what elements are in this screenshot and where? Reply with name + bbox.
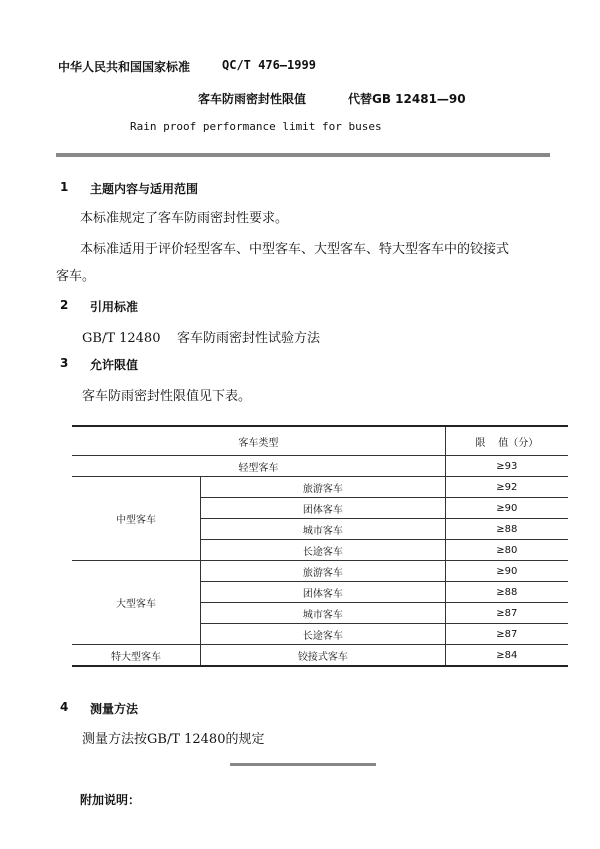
bus-group-cell: 特大型客车: [72, 645, 201, 667]
bus-subtype-cell: 团体客车: [201, 582, 446, 603]
limit-cell: ≥88: [445, 582, 568, 603]
section-1-para-3: 客车。: [56, 269, 96, 284]
limit-cell: ≥80: [445, 540, 568, 561]
table-row: [72, 645, 568, 667]
table-header-row: [72, 426, 568, 456]
bus-subtype-cell: 铰接式客车: [201, 645, 446, 667]
limit-cell: ≥92: [445, 477, 568, 498]
section-4-title: 测量方法: [90, 702, 139, 716]
limit-cell: ≥88: [445, 519, 568, 540]
section-1-title: 主题内容与适用范围: [90, 182, 199, 196]
bus-group-cell: 中型客车: [72, 477, 201, 561]
additional-notes-label: 附加说明：: [80, 793, 141, 807]
bus-subtype-cell: 城市客车: [201, 603, 446, 624]
bus-subtype-cell: 长途客车: [201, 540, 446, 561]
limits-table: [72, 425, 568, 667]
section-3-title: 允许限值: [90, 358, 139, 372]
limit-cell: ≥93: [445, 456, 568, 477]
col-header-bus-type: 客车类型: [72, 426, 445, 456]
limit-cell: ≥87: [445, 603, 568, 624]
bus-subtype-cell: 团体客车: [201, 498, 446, 519]
section-2-number: 2: [60, 298, 69, 312]
standard-org: 中华人民共和国国家标准: [58, 60, 191, 74]
document-title: 客车防雨密封性限值: [198, 92, 307, 106]
bus-subtype-cell: 城市客车: [201, 519, 446, 540]
section-1-para-2: 本标准适用于评价轻型客车、中型客车、大型客车、特大型客车中的铰接式: [80, 242, 510, 257]
table-row: [72, 561, 568, 582]
bus-group-cell: 大型客车: [72, 561, 201, 645]
replaces-standard: 代替GB 12481—90: [348, 92, 466, 106]
section-2-title: 引用标准: [90, 300, 139, 314]
bus-type-cell: 轻型客车: [72, 456, 445, 477]
section-1-number: 1: [60, 180, 69, 194]
english-title: Rain proof performance limit for buses: [130, 120, 382, 133]
section-4-para: 测量方法按GB/T 12480的规定: [82, 732, 265, 747]
section-3-number: 3: [60, 356, 69, 370]
section-3-para: 客车防雨密封性限值见下表。: [82, 389, 252, 404]
footer-rule: [230, 763, 376, 766]
section-1-para-1: 本标准规定了客车防雨密封性要求。: [80, 211, 289, 226]
col-header-limit: 限 值（分）: [445, 426, 568, 456]
section-4-number: 4: [60, 700, 69, 714]
header-rule: [56, 153, 550, 157]
section-2-reference: GB/T 12480 客车防雨密封性试验方法: [82, 331, 321, 346]
limit-cell: ≥90: [445, 561, 568, 582]
bus-subtype-cell: 旅游客车: [201, 477, 446, 498]
table-row: [72, 477, 568, 498]
standard-code: QC/T 476—1999: [222, 58, 316, 72]
bus-subtype-cell: 旅游客车: [201, 561, 446, 582]
bus-subtype-cell: 长途客车: [201, 624, 446, 645]
limit-cell: ≥84: [445, 645, 568, 667]
limit-cell: ≥90: [445, 498, 568, 519]
limit-cell: ≥87: [445, 624, 568, 645]
table-row: [72, 456, 568, 477]
